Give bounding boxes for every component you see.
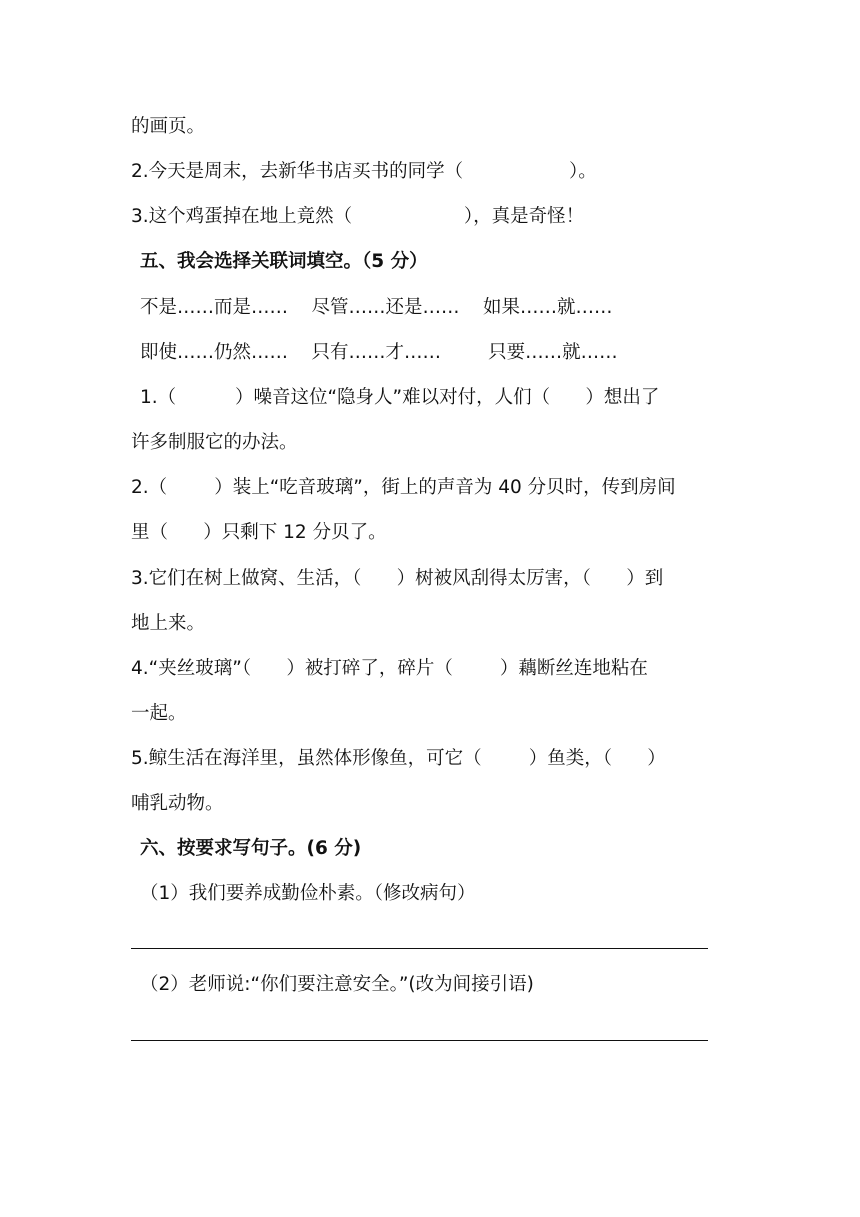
question-3-line: 3.这个鸡蛋掉在地上竟然（ ），真是奇怪！ bbox=[131, 206, 585, 227]
answer-line-2[interactable] bbox=[131, 1040, 708, 1041]
sentence-task-2: （2）老师说:“你们要注意安全。”(改为间接引语) bbox=[140, 974, 534, 995]
sentence-task-1: （1）我们要养成勤俭朴素。（修改病句） bbox=[140, 883, 476, 904]
question-1-line: 1.（ ）噪音这位“隐身人”难以对付，人们（ ）想出了 bbox=[140, 387, 660, 408]
text-line: 许多制服它的办法。 bbox=[131, 432, 298, 453]
question-5-line: 5.鲸生活在海洋里，虽然体形像鱼，可它（ ）鱼类，（ ） bbox=[131, 748, 666, 769]
question-2-line: 2.（ ）装上“吃音玻璃”，街上的声音为 40 分贝时，传到房间 bbox=[131, 477, 676, 498]
question-4-line: 4.“夹丝玻璃”（ ）被打碎了，碎片（ ）藕断丝连地粘在 bbox=[131, 658, 648, 679]
question-3-line: 3.它们在树上做窝、生活，（ ）树被风刮得太厉害，（ ）到 bbox=[131, 568, 664, 589]
text-line: 一起。 bbox=[131, 703, 187, 724]
section-5-heading: 五、我会选择关联词填空。（5 分） bbox=[140, 251, 428, 272]
question-2-line: 2.今天是周末，去新华书店买书的同学（ ）。 bbox=[131, 161, 597, 182]
word-options-row-2: 即使……仍然…… 只有……才…… 只要……就…… bbox=[140, 342, 618, 363]
text-line: 的画页。 bbox=[131, 116, 206, 137]
section-6-heading: 六、按要求写句子。(6 分) bbox=[140, 838, 362, 859]
word-options-row-1: 不是……而是…… 尽管……还是…… 如果……就…… bbox=[140, 297, 613, 318]
text-line: 里（ ）只剩下 12 分贝了。 bbox=[131, 522, 387, 543]
text-line: 哺乳动物。 bbox=[131, 793, 224, 814]
answer-line-1[interactable] bbox=[131, 948, 708, 949]
text-line: 地上来。 bbox=[131, 613, 206, 634]
